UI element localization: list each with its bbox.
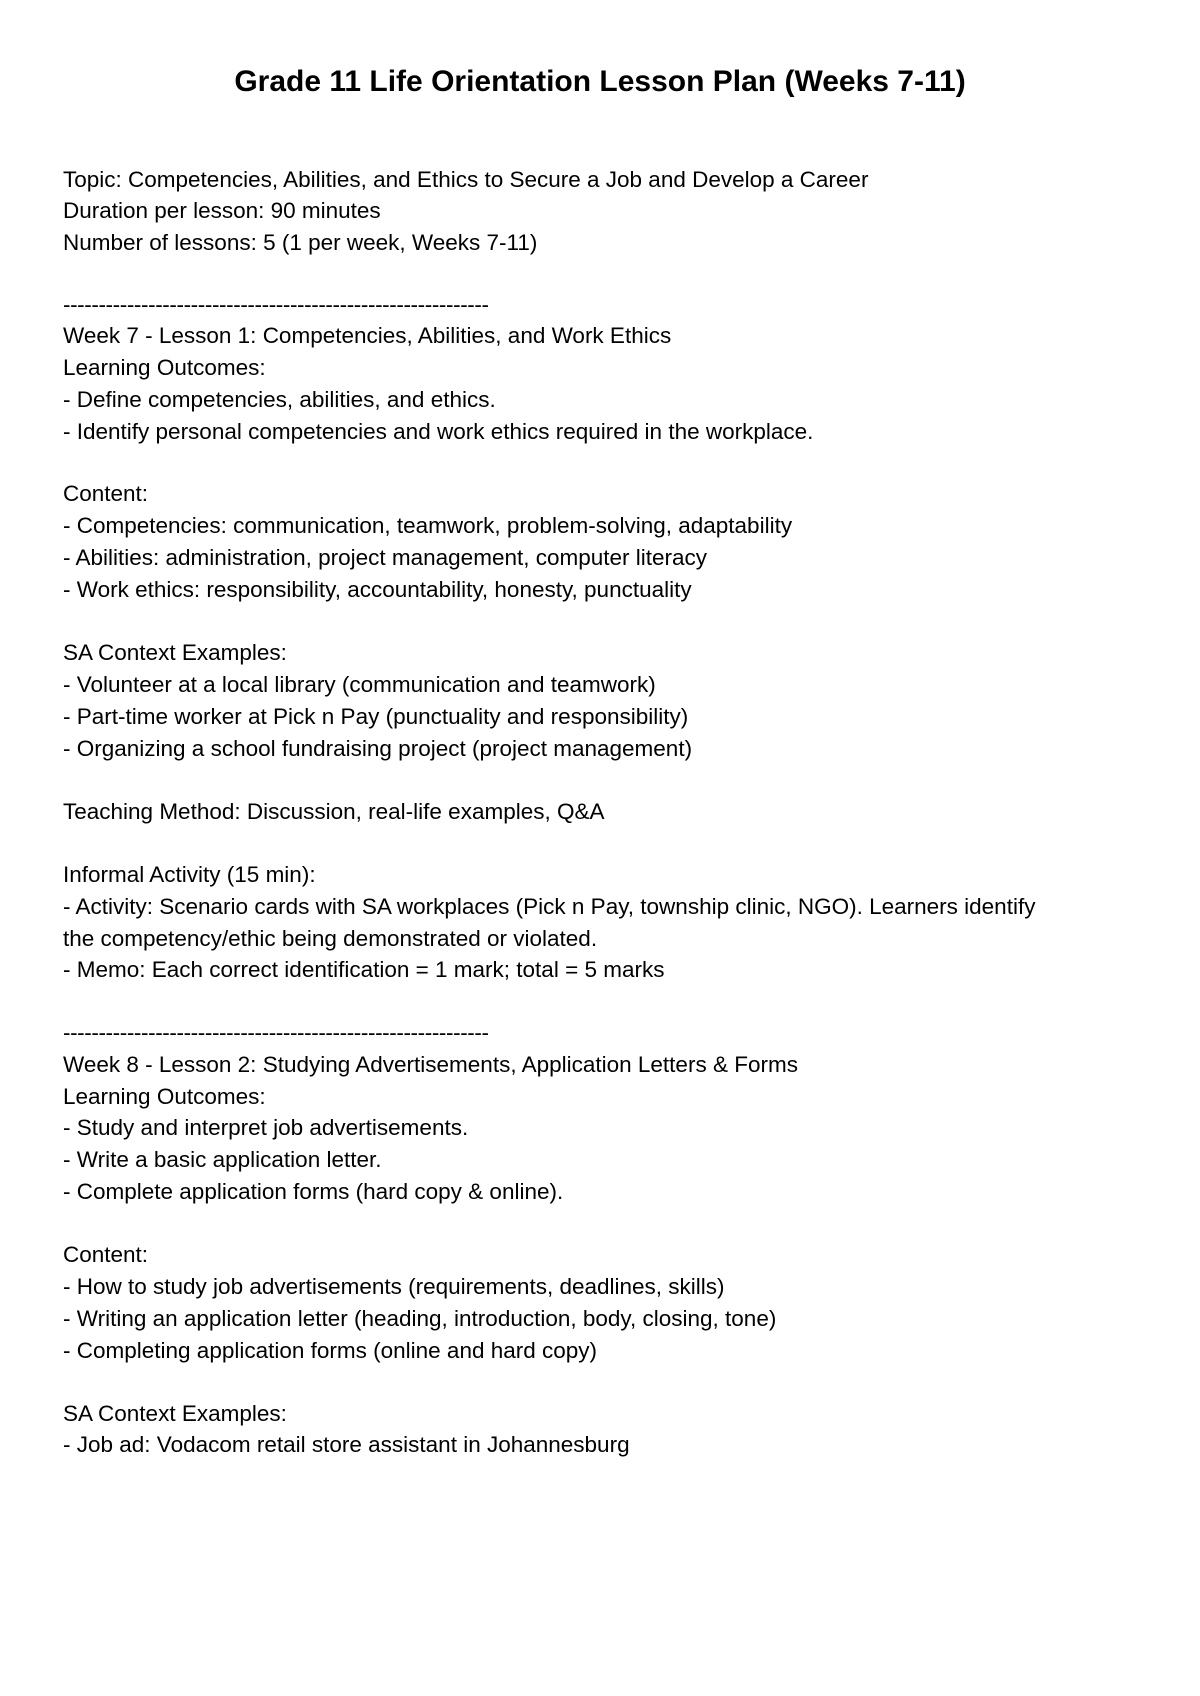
week7-content-label: Content: [63, 481, 149, 506]
section-separator: ------------------------------------------------------------ [63, 1020, 489, 1045]
week7-outcomes-label: Learning Outcomes: [63, 355, 266, 380]
week8-outcomes-label: Learning Outcomes: [63, 1084, 266, 1109]
week7-examples-label: SA Context Examples: [63, 640, 287, 665]
week7-example-item: - Organizing a school fundraising project (project management) [63, 736, 693, 761]
week8-content-item: - How to study job advertisements (requirements, deadlines, skills) [63, 1274, 725, 1299]
week7-example-item: - Volunteer at a local library (communication and teamwork) [63, 672, 656, 697]
week7-heading: Week 7 - Lesson 1: Competencies, Abilities, and Work Ethics [63, 323, 672, 348]
document-title: Grade 11 Life Orientation Lesson Plan (Weeks 7-11) [234, 65, 966, 98]
week8-examples-label: SA Context Examples: [63, 1401, 287, 1426]
lessons-count-line: Number of lessons: 5 (1 per week, Weeks 7-11) [63, 230, 538, 255]
week8-outcome-item: - Complete application forms (hard copy & online). [63, 1179, 564, 1204]
week7-activity-label: Informal Activity (15 min): [63, 862, 316, 887]
week7-example-item: - Part-time worker at Pick n Pay (punctuality and responsibility) [63, 704, 689, 729]
week8-content-item: - Writing an application letter (heading, introduction, body, closing, tone) [63, 1306, 777, 1331]
week7-activity-continuation: the competency/ethic being demonstrated or violated. [63, 926, 598, 951]
duration-line: Duration per lesson: 90 minutes [63, 198, 381, 223]
week8-outcome-item: - Write a basic application letter. [63, 1147, 382, 1172]
week8-content-label: Content: [63, 1242, 149, 1267]
week7-outcome-item: - Define competencies, abilities, and ethics. [63, 387, 496, 412]
week7-activity-memo: - Memo: Each correct identification = 1 mark; total = 5 marks [63, 957, 665, 982]
week7-outcome-item: - Identify personal competencies and work ethics required in the workplace. [63, 419, 814, 444]
week7-content-item: - Competencies: communication, teamwork, problem-solving, adaptability [63, 513, 793, 538]
topic-line: Topic: Competencies, Abilities, and Ethics to Secure a Job and Develop a Career [63, 167, 869, 192]
week8-outcome-item: - Study and interpret job advertisements. [63, 1115, 469, 1140]
week7-activity-item: - Activity: Scenario cards with SA workplaces (Pick n Pay, township clinic, NGO). Learners identify [63, 894, 1036, 919]
week7-content-item: - Abilities: administration, project management, computer literacy [63, 545, 708, 570]
week8-example-item: - Job ad: Vodacom retail store assistant in Johannesburg [63, 1432, 630, 1457]
section-separator: ------------------------------------------------------------ [63, 292, 489, 317]
week8-heading: Week 8 - Lesson 2: Studying Advertisements, Application Letters & Forms [63, 1052, 798, 1077]
week8-content-item: - Completing application forms (online and hard copy) [63, 1338, 598, 1363]
week7-content-item: - Work ethics: responsibility, accountability, honesty, punctuality [63, 577, 692, 602]
week7-teaching-method: Teaching Method: Discussion, real-life examples, Q&A [63, 799, 605, 824]
